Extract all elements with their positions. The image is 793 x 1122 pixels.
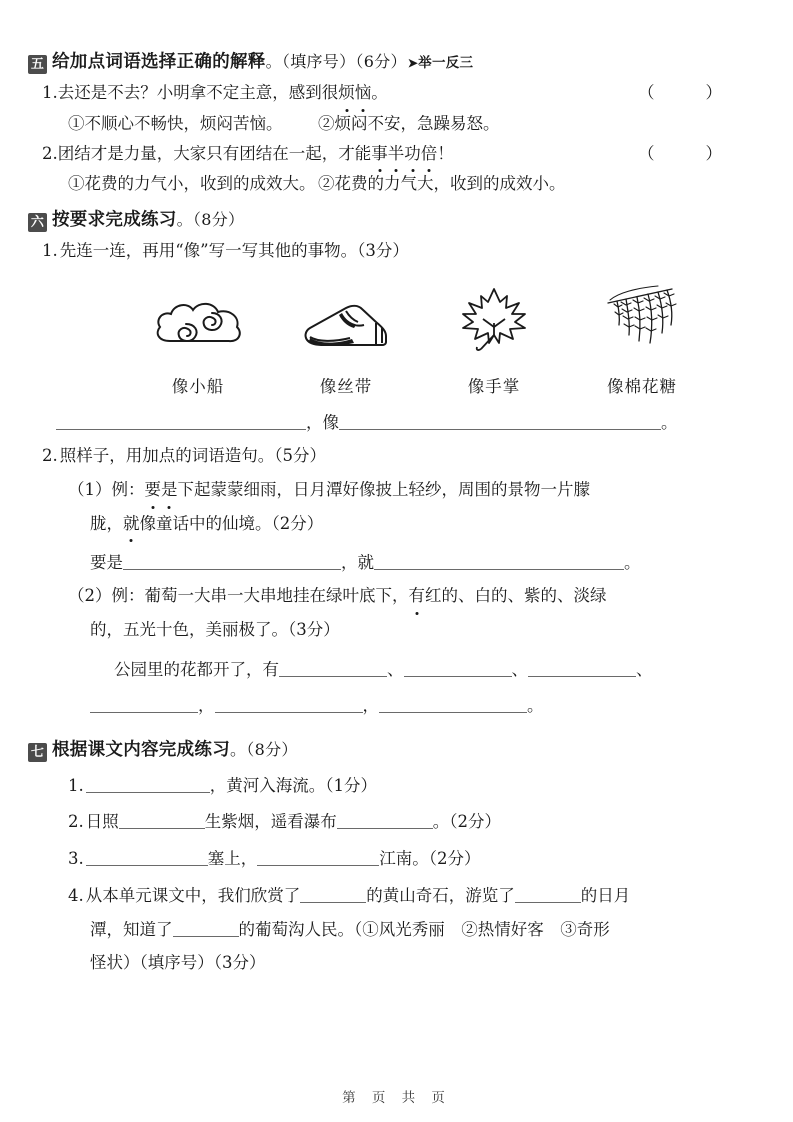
sub2-sep5: ，	[362, 695, 379, 715]
blank-7-3-b[interactable]	[257, 848, 379, 866]
section-title-6: 按要求完成练习	[52, 210, 177, 231]
blank-6-1-a[interactable]	[56, 412, 306, 430]
option-5-1-a[interactable]: ①不顺心不畅快，烦闷苦恼。	[68, 113, 283, 133]
question-7-1-text: ，黄河入海流。（1分）	[209, 775, 377, 795]
section-badge-6: 六	[28, 213, 47, 232]
picture-cell-3[interactable]	[420, 279, 568, 397]
blank-6-2-sub2-a[interactable]	[279, 658, 387, 676]
tip-label-5: 举一反三	[418, 55, 474, 71]
sub2-sep2: 、	[511, 659, 528, 679]
question-7-3-b: 塞上，	[207, 849, 258, 869]
answer-row-6-2-sub2-line2	[28, 692, 728, 716]
question-7-3-num: 3.	[68, 849, 84, 869]
picture-label-3: 像手掌	[467, 377, 521, 397]
sub2-line1-a: 葡萄一大串一大串地挂在绿叶底下，	[144, 586, 409, 606]
blank-6-2-sub2-d[interactable]	[90, 694, 198, 712]
answer-row-6-1	[28, 409, 728, 433]
sub1-answer-b: ，就	[341, 553, 374, 573]
answer-row-6-2-sub1	[28, 549, 728, 573]
section-meta-7: 。（8分）	[230, 739, 298, 759]
blank-7-2-b[interactable]	[337, 811, 433, 829]
question-7-2	[28, 809, 728, 836]
sub2-answer-lead: 公园里的花都开了，有	[114, 659, 279, 679]
blank-6-2-sub2-f[interactable]	[379, 694, 527, 712]
options-5-1	[28, 110, 728, 134]
options-5-2	[28, 170, 728, 194]
question-6-2-sub2-line2	[28, 617, 728, 644]
sub2-label: （2）例：	[68, 586, 145, 606]
question-5-2-emphasis: 事半功倍	[371, 144, 437, 163]
blank-7-1-a[interactable]	[86, 774, 210, 792]
question-5-2-pre: 团结才是力量，大家只有团结在一起，才能	[57, 143, 372, 163]
question-5-1-post: 。	[371, 83, 388, 102]
question-6-1-num: 1.	[42, 241, 58, 261]
question-7-3-c: 江南。（2分）	[379, 849, 481, 869]
section-tip-5	[408, 51, 474, 71]
question-7-4-b: 的黄山奇石，游览了	[366, 885, 515, 905]
question-5-1-text	[58, 80, 388, 107]
section-heading-6	[28, 206, 728, 231]
answer-bracket-5-2[interactable]: （ ）	[638, 143, 728, 163]
sub1-emphasis-b: 就	[123, 514, 140, 533]
question-5-2	[28, 141, 728, 168]
section-badge-5: 五	[28, 55, 47, 74]
blank-6-2-sub2-c[interactable]	[528, 658, 636, 676]
question-7-4-l3: 怪状）（填序号）（3分）	[90, 953, 266, 973]
shoe-icon[interactable]	[272, 279, 420, 357]
question-5-2-text	[58, 141, 454, 168]
maple-leaf-icon[interactable]	[420, 279, 568, 357]
question-7-2-b: 生紫烟，遥看瀑布	[204, 812, 337, 832]
picture-cell-2[interactable]	[272, 279, 420, 397]
question-7-4-line3	[28, 950, 728, 977]
section-spacer	[28, 194, 728, 206]
question-7-2-num: 2.	[68, 812, 84, 832]
question-7-4-l2a: 潭，知道了	[90, 919, 173, 939]
question-7-4-line1	[28, 883, 728, 910]
cloud-icon[interactable]	[124, 279, 272, 357]
question-5-2-num: 2.	[42, 143, 58, 163]
picture-cell-4[interactable]	[568, 279, 716, 397]
sub2-sep1: 、	[387, 659, 404, 679]
answer-6-1-comma: ，像	[306, 413, 339, 433]
option-5-2-b[interactable]: ②花费的力气大，收到的成效小。	[318, 174, 566, 194]
sub2-emphasis-a: 有	[409, 586, 426, 605]
question-7-1	[28, 773, 728, 800]
sub1-line2-a: 胧，	[90, 513, 123, 533]
section-heading-5	[28, 48, 728, 73]
question-6-2-sub2-line1	[28, 583, 728, 610]
option-5-2-a[interactable]: ①花费的力气小，收到的成效大。	[68, 174, 316, 194]
sub1-line2-b: 像童话中的仙境。（2分）	[139, 513, 324, 533]
sub1-answer-a: 要是	[90, 553, 123, 573]
section-title-5: 给加点词语选择正确的解释	[52, 52, 266, 72]
question-6-1-text: 先连一连，再用“像”写一写其他的事物。（3分）	[59, 241, 409, 261]
question-6-1	[28, 238, 728, 265]
section-spacer	[28, 716, 728, 728]
question-7-4-c: 的日月	[580, 885, 631, 905]
sub2-sep3: 、	[636, 659, 653, 679]
question-7-1-num: 1.	[68, 775, 84, 795]
blank-6-2-sub1-a[interactable]	[123, 552, 341, 570]
sub1-label: （1）例：	[68, 479, 145, 499]
question-6-2-sub1-line1	[28, 477, 728, 504]
answer-row-6-2-sub2-line1	[28, 656, 728, 680]
sub2-line2: 的，五光十色，美丽极了。（3分）	[90, 620, 340, 640]
question-7-2-a: 日照	[85, 812, 119, 832]
blank-6-2-sub2-e[interactable]	[215, 694, 363, 712]
section-meta-6: 。（8分）	[176, 210, 245, 230]
question-6-2-num: 2.	[42, 446, 58, 466]
sub2-line1-b: 红的、白的、紫的、淡绿	[425, 586, 607, 606]
blank-6-2-sub2-b[interactable]	[404, 658, 512, 676]
question-5-1-pre: 去还是不去？小明拿不定主意，感到很	[57, 83, 339, 102]
picture-label-4: 像棉花糖	[607, 377, 677, 397]
answer-6-1-end: 。	[661, 413, 678, 433]
blank-7-4-b[interactable]	[515, 885, 581, 903]
question-5-1-num: 1.	[42, 83, 58, 102]
sub1-answer-end: 。	[624, 553, 641, 573]
blank-7-4-c[interactable]	[173, 918, 239, 936]
picture-cell-1[interactable]	[124, 279, 272, 397]
worksheet-content	[28, 48, 728, 977]
picture-matching-row	[28, 279, 728, 397]
blank-6-2-sub1-b[interactable]	[374, 552, 624, 570]
option-5-1-b[interactable]: ②烦闷不安，急躁易怒。	[318, 113, 500, 133]
blank-6-1-b[interactable]	[339, 412, 661, 430]
section-meta-5: 。（填序号）（6分）	[265, 52, 407, 71]
picture-label-1: 像小船	[171, 377, 225, 397]
question-7-4-a: 从本单元课文中，我们欣赏了	[85, 885, 301, 905]
question-5-1	[28, 80, 728, 107]
sub2-sep4: ，	[198, 695, 215, 715]
answer-bracket-5-1[interactable]: （ ）	[638, 83, 728, 102]
tip-arrow-icon: ➤	[407, 56, 419, 70]
question-6-2	[28, 443, 728, 470]
sub1-line1-b: 下起蒙蒙细雨，日月潭好像披上轻纱，周围的景物一片朦	[177, 479, 590, 499]
question-5-1-emphasis: 烦恼	[338, 83, 371, 102]
picture-label-2: 像丝带	[319, 377, 373, 397]
page-footer: 第 页 共 页	[342, 1090, 451, 1106]
question-7-4-l2b: 的葡萄沟人民。（①风光秀丽 ②热情好客 ③奇形	[238, 919, 610, 939]
question-7-3	[28, 846, 728, 873]
question-6-2-sub1-line2	[28, 511, 728, 538]
blank-7-2-a[interactable]	[119, 811, 205, 829]
blank-7-3-a[interactable]	[86, 848, 208, 866]
sub1-emphasis-a: 要是	[145, 480, 178, 499]
question-5-2-post: ！	[437, 143, 454, 163]
question-6-2-text: 照样子，用加点的词语造句。（5分）	[59, 446, 326, 466]
question-7-2-c: 。（2分）	[432, 812, 501, 832]
question-7-4-line2	[28, 917, 728, 944]
willow-branch-icon[interactable]	[568, 279, 716, 357]
question-7-4-num: 4.	[68, 885, 84, 905]
sub2-answer-end: 。	[527, 695, 544, 715]
section-badge-7: 七	[28, 743, 47, 762]
section-title-7: 根据课文内容完成练习	[52, 739, 230, 760]
section-heading-7	[28, 736, 728, 761]
blank-7-4-a[interactable]	[300, 885, 366, 903]
